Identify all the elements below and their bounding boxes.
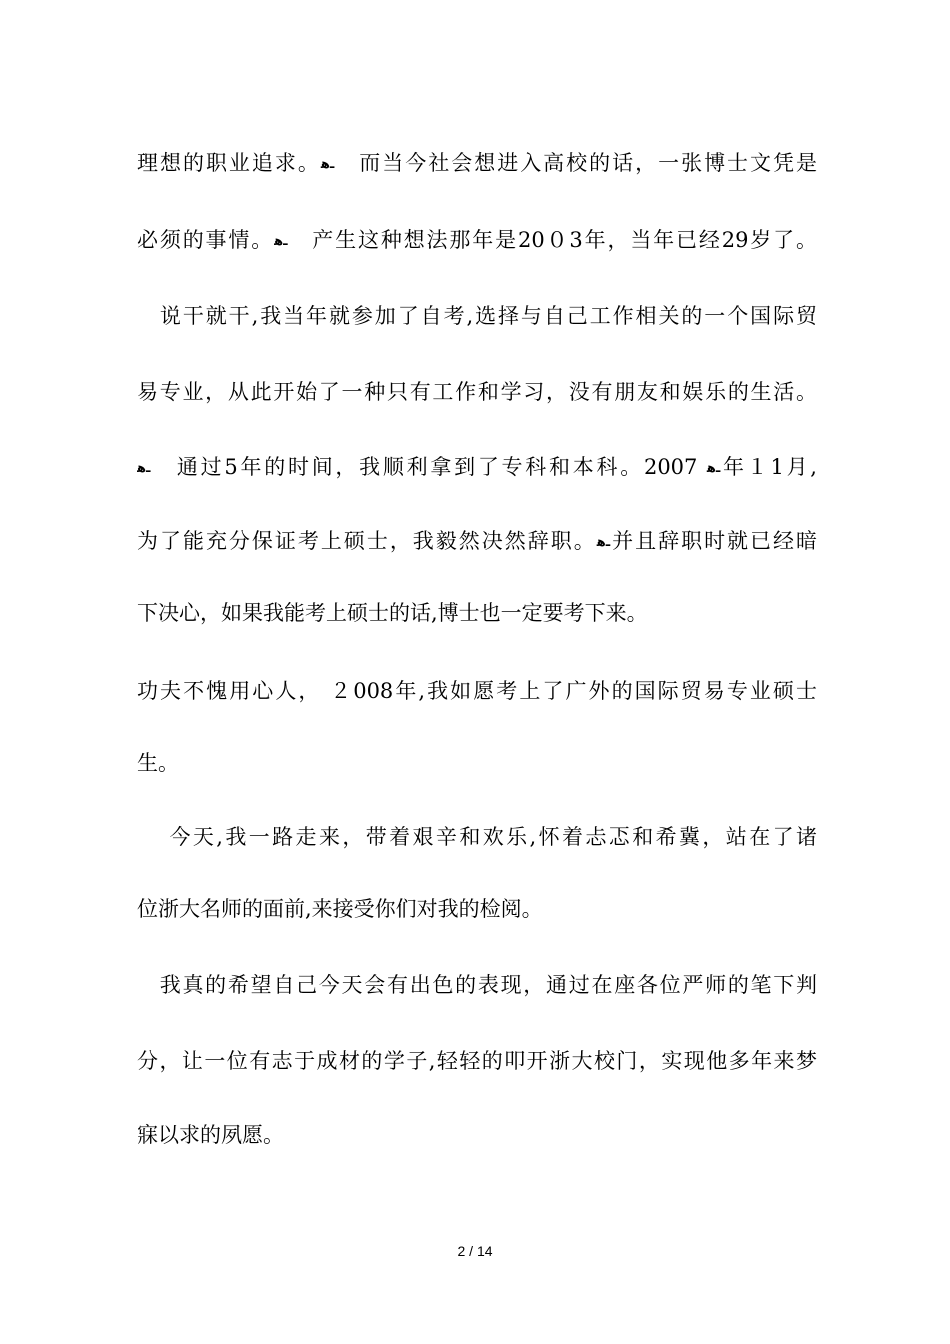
paragraph-line-10: 今天,我一路走来，带着艰辛和欢乐,怀着忐忑和希冀，站在了诸 (137, 825, 817, 849)
line-6-text-b: 并且辞职时就已经暗 (610, 529, 817, 553)
line-5-text-b: 通过5年的时间，我顺利拿到了专科和本科。2007 (150, 455, 707, 479)
line-2-text-a: 必须的事情。 (137, 228, 275, 252)
paragraph-line-12: 我真的希望自己今天会有出色的表现，通过在座各位严师的笔下判 (137, 973, 817, 997)
page-number: 2 / 14 (457, 1243, 493, 1259)
paragraph-mark-icon: ـﻫ (706, 460, 721, 476)
paragraph-mark-icon: ـﻫ (320, 156, 335, 172)
paragraph-line-2 (137, 226, 817, 256)
line-1-text-a: 理想的职业追求。 (137, 151, 321, 175)
paragraph-line-14: 寐以求的夙愿。 (137, 1123, 284, 1147)
line-1-text-b: 而当今社会想进入高校的话，一张博士文凭是 (334, 151, 817, 175)
paragraph-line-7: 下决心，如果我能考上硕士的话,博士也一定要考下来。 (137, 601, 648, 625)
paragraph-line-1 (137, 149, 817, 179)
line-2-text-b: 产生这种想法那年是20０3年，当年已经29岁了。 (287, 228, 817, 252)
paragraph-line-4: 易专业，从此开始了一种只有工作和学习，没有朋友和娱乐的生活。 (137, 380, 817, 404)
paragraph-mark-icon: ـﻫ (137, 460, 151, 476)
line-6-text-a: 为了能充分保证考上硕士，我毅然决然辞职。 (137, 529, 597, 553)
paragraph-line-8: 功夫不愧用心人， ２008年,我如愿考上了广外的国际贸易专业硕士 (137, 679, 817, 703)
paragraph-line-13: 分，让一位有志于成材的学子,轻轻的叩开浙大校门，实现他多年来梦 (137, 1049, 817, 1073)
paragraph-line-3: 说干就干,我当年就参加了自考,选择与自己工作相关的一个国际贸 (137, 304, 817, 328)
line-5-text-c: 年１1月, (720, 455, 817, 479)
paragraph-mark-icon: ـﻫ (596, 534, 611, 550)
paragraph-line-5 (137, 453, 817, 483)
paragraph-line-9: 生。 (137, 751, 179, 775)
paragraph-mark-icon: ـﻫ (274, 233, 288, 249)
paragraph-line-11: 位浙大名师的面前,来接受你们对我的检阅。 (137, 897, 543, 921)
paragraph-line-6 (137, 527, 817, 557)
